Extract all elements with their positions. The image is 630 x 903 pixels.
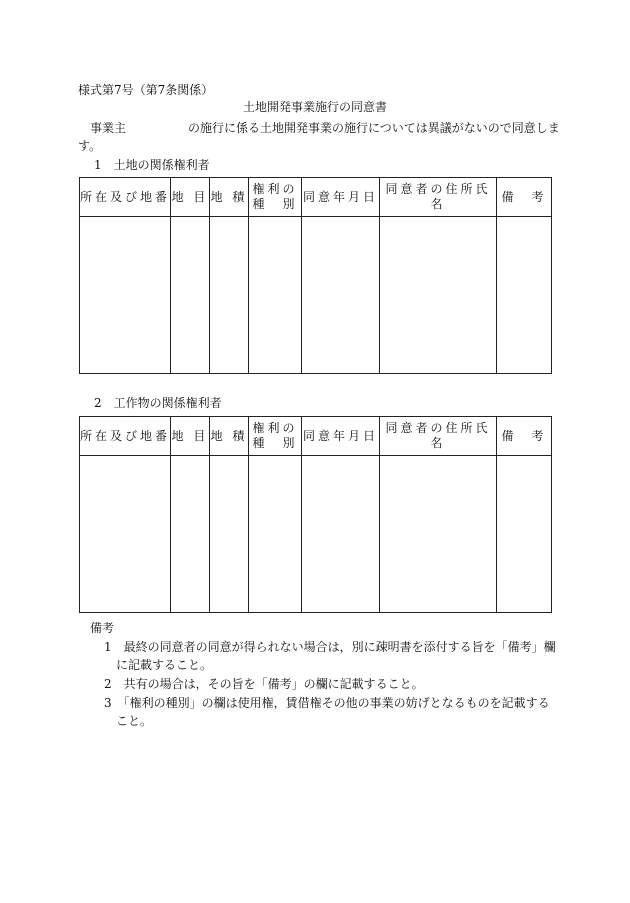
- header-right-type: 権利の 種 別: [249, 417, 302, 456]
- cell-consent-date[interactable]: [302, 217, 380, 374]
- header-area: 地 積: [210, 178, 249, 217]
- table-row: [80, 217, 552, 374]
- document-title: 土地開発事業施行の同意書: [242, 100, 387, 114]
- header-consent-date: 同意年月日: [302, 178, 380, 217]
- cell-location[interactable]: [80, 456, 171, 613]
- cell-remarks[interactable]: [497, 217, 552, 374]
- cell-area[interactable]: [210, 456, 249, 613]
- notes-title: 備考: [90, 621, 115, 635]
- note-1-line-1: 1 最終の同意者の同意が得られない場合は，別に疎明書を添付する旨を「備考」欄: [104, 640, 556, 654]
- header-right-type: 権利の 種 別: [249, 178, 302, 217]
- header-land-category: 地 目: [171, 417, 210, 456]
- cell-consenter[interactable]: [380, 217, 497, 374]
- land-rights-table: [79, 177, 552, 374]
- intro-text: の施行に係る土地開発事業の施行については異議がないので同意しま: [188, 121, 560, 135]
- cell-right-type[interactable]: [249, 456, 302, 613]
- header-location: 所在及び地番: [80, 178, 171, 217]
- intro-prefix: 事業主: [90, 121, 127, 135]
- note-1-line-2: に記載すること。: [116, 658, 213, 672]
- cell-land-category[interactable]: [171, 217, 210, 374]
- header-consenter: 同意者の住所氏名: [380, 417, 497, 456]
- header-consent-date: 同意年月日: [302, 417, 380, 456]
- cell-remarks[interactable]: [497, 456, 552, 613]
- cell-consenter[interactable]: [380, 456, 497, 613]
- header-consenter: 同意者の住所氏名: [380, 178, 497, 217]
- section-1-heading: 1 土地の関係権利者: [94, 158, 210, 172]
- table-row: [80, 456, 552, 613]
- header-remarks: 備 考: [497, 178, 552, 217]
- form-number: 様式第7号（第7条関係）: [78, 83, 214, 97]
- note-3-line-1: 3 「権利の種別」の欄は使用権，賃借権その他の事業の妨げとなるものを記載する: [104, 696, 550, 710]
- header-area: 地 積: [210, 417, 249, 456]
- intro-line-2: す。: [78, 139, 102, 153]
- note-3-line-2: こと。: [116, 714, 153, 728]
- cell-area[interactable]: [210, 217, 249, 374]
- intro-line-1: [90, 121, 560, 135]
- cell-right-type[interactable]: [249, 217, 302, 374]
- header-land-category: 地 目: [171, 178, 210, 217]
- cell-consent-date[interactable]: [302, 456, 380, 613]
- cell-land-category[interactable]: [171, 456, 210, 613]
- table-header-row: [80, 417, 552, 456]
- note-2-line-1: 2 共有の場合は，その旨を「備考」の欄に記載すること。: [104, 677, 424, 691]
- structure-rights-table: [79, 416, 552, 613]
- cell-location[interactable]: [80, 217, 171, 374]
- table-header-row: [80, 178, 552, 217]
- header-remarks: 備 考: [497, 417, 552, 456]
- section-2-heading: 2 工作物の関係権利者: [94, 396, 222, 410]
- header-location: 所在及び地番: [80, 417, 171, 456]
